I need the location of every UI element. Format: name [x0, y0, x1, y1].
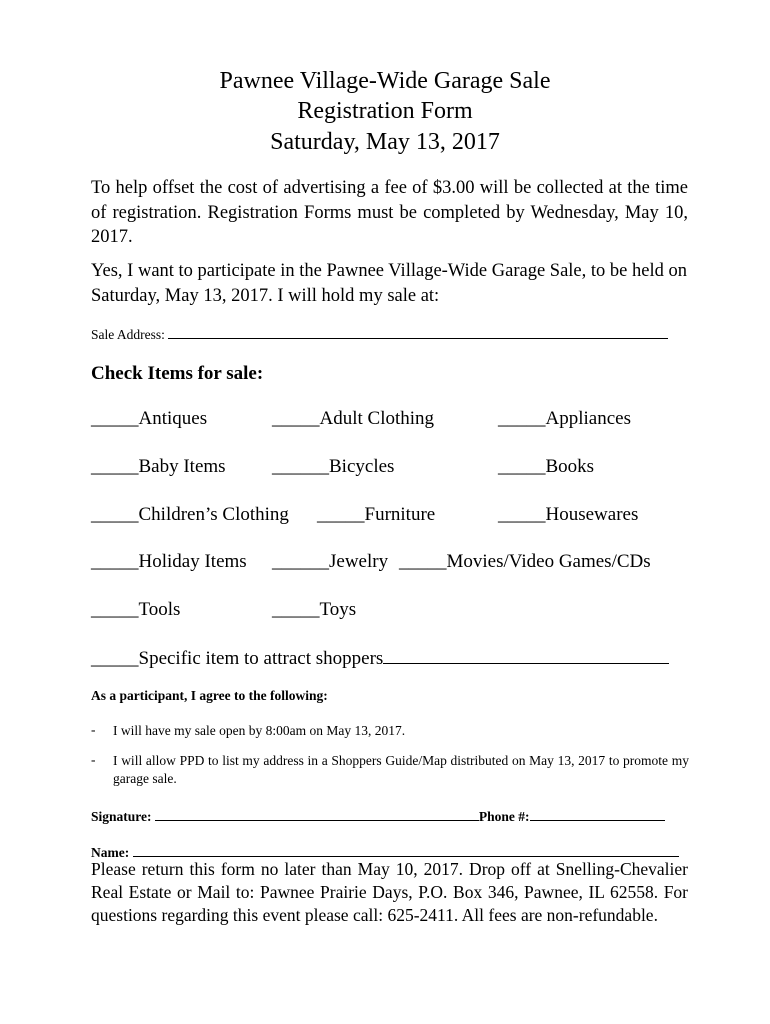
item-label: Appliances	[545, 408, 631, 429]
item-label: Holiday Items	[138, 551, 247, 572]
phone-label: Phone #:	[478, 809, 530, 824]
sale-address-label: Sale Address:	[91, 327, 169, 342]
fee-paragraph: To help offset the cost of advertising a fee of $3.00 will be collected at the time of registration. Registration Forms must be completed by Wednesday, May 10, 2017.	[91, 178, 688, 247]
item-blank[interactable]: ______	[272, 551, 329, 572]
signature-label: Signature:	[91, 809, 155, 824]
signature-phone-row	[91, 806, 665, 826]
item-housewares[interactable]	[498, 503, 638, 527]
item-tools[interactable]	[91, 598, 180, 622]
agreement-bullet-open-time: I will have my sale open by 8:00am on May 13, 2017.	[113, 723, 406, 738]
item-label: Antiques	[138, 408, 208, 429]
item-bicycles[interactable]	[272, 455, 394, 479]
item-label: Bicycles	[329, 456, 395, 477]
item-blank[interactable]: _____	[91, 648, 139, 669]
item-label: Specific item to attract shoppers	[138, 648, 384, 669]
item-label: Movies/Video Games/CDs	[446, 551, 651, 572]
bullet-dash: -	[91, 722, 96, 737]
item-label: Children’s Clothing	[138, 504, 289, 525]
item-label: Toys	[319, 599, 357, 620]
item-antiques[interactable]	[91, 407, 207, 431]
return-instructions: Please return this form no later than May 10, 2017. Drop off at Snelling-Chevalier Real Estate or Mail to: Pawnee Prairie Days, P.O. Box 346, Pawnee, IL 62558. For questions regarding this event please call: 625-2411. All fees are non-refundable.	[91, 859, 688, 925]
agreement-heading: As a participant, I agree to the following:	[91, 688, 328, 703]
item-blank[interactable]: _____	[317, 504, 365, 525]
item-blank[interactable]: _____	[91, 456, 139, 477]
item-label: Housewares	[545, 504, 639, 525]
bullet-dash: -	[91, 752, 96, 767]
item-jewelry[interactable]	[272, 550, 388, 574]
form-title-date: Saturday, May 13, 2017	[270, 129, 500, 155]
item-label: Baby Items	[138, 456, 226, 477]
item-blank[interactable]: _____	[91, 551, 139, 572]
signature-line[interactable]	[155, 806, 479, 821]
item-childrens-clothing[interactable]	[91, 503, 289, 527]
participate-paragraph: Yes, I want to participate in the Pawnee Village-Wide Garage Sale, to be held on Saturday, May 13, 2017. I will hold my sale at:	[91, 261, 687, 306]
item-blank[interactable]: _____	[399, 551, 447, 572]
item-label: Adult Clothing	[319, 408, 435, 429]
form-title-line-2: Registration Form	[297, 98, 473, 124]
item-movies-video-games-cds[interactable]	[399, 550, 651, 574]
phone-line[interactable]	[530, 806, 665, 821]
name-line[interactable]	[133, 842, 679, 857]
item-toys[interactable]	[272, 598, 356, 622]
sale-address-field[interactable]	[91, 324, 668, 344]
item-blank[interactable]: ______	[272, 456, 329, 477]
item-label: Furniture	[364, 504, 436, 525]
item-blank[interactable]: _____	[498, 456, 546, 477]
item-label: Jewelry	[329, 551, 389, 572]
item-adult-clothing[interactable]	[272, 407, 434, 431]
item-baby-items[interactable]	[91, 455, 226, 479]
item-label: Tools	[138, 599, 181, 620]
item-label: Books	[545, 456, 595, 477]
form-title-line-1: Pawnee Village-Wide Garage Sale	[219, 68, 551, 94]
item-blank[interactable]: _____	[91, 408, 139, 429]
agreement-bullet-ppd-listing: I will allow PPD to list my address in a Shoppers Guide/Map distributed on May 13, 2017 to promote my garage sale.	[113, 753, 689, 786]
sale-address-line[interactable]	[168, 324, 668, 339]
item-books[interactable]	[498, 455, 594, 479]
item-blank[interactable]: _____	[91, 599, 139, 620]
item-blank[interactable]: _____	[272, 599, 320, 620]
specific-item-line[interactable]	[383, 646, 669, 664]
item-blank[interactable]: _____	[91, 504, 139, 525]
item-furniture[interactable]	[317, 503, 435, 527]
check-items-heading: Check Items for sale:	[91, 363, 264, 384]
item-holiday-items[interactable]	[91, 550, 247, 574]
name-label: Name:	[91, 845, 133, 860]
item-blank[interactable]: _____	[272, 408, 320, 429]
item-blank[interactable]: _____	[498, 504, 546, 525]
item-blank[interactable]: _____	[498, 408, 546, 429]
item-specific-attraction[interactable]	[91, 646, 669, 671]
item-appliances[interactable]	[498, 407, 631, 431]
